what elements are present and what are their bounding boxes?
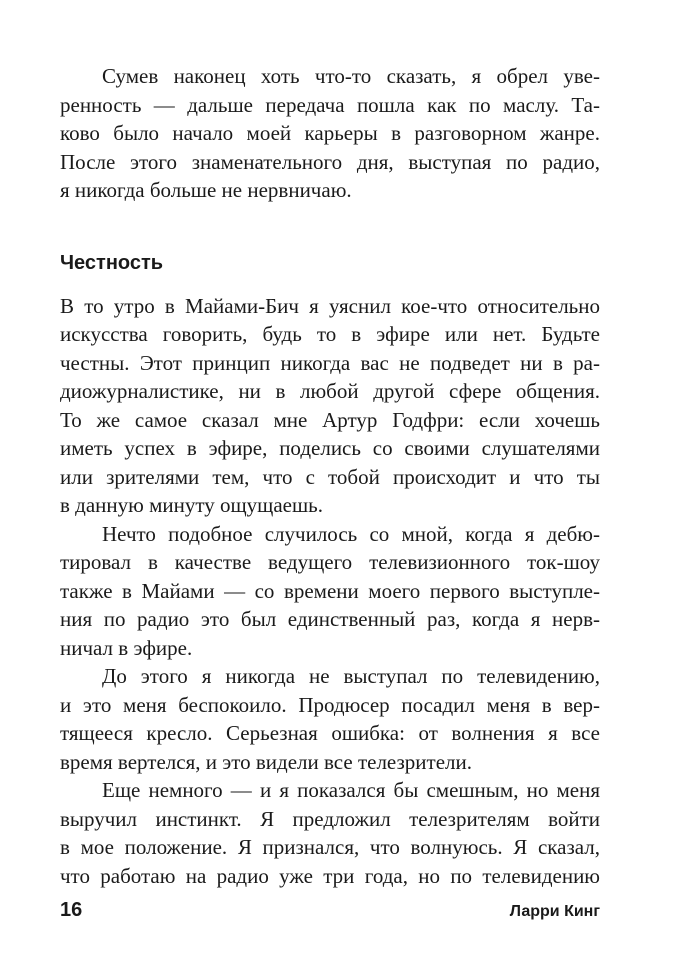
- text-line: тящееся кресло. Серьезная ошибка: от волнения я все: [60, 721, 600, 745]
- paragraph: [60, 520, 600, 663]
- text-line: Еще немного — и я показался бы смешным, но меня: [102, 778, 600, 802]
- text-line: я никогда больше не нервничаю.: [60, 178, 352, 202]
- text-line: иметь успех в эфире, поделись со своими слушателями: [60, 436, 600, 460]
- text-line: В то утро в Майами-Бич я уяснил кое-что относительно: [60, 293, 600, 318]
- text-line: что работаю на радио уже три года, но по телевидению: [60, 863, 600, 888]
- text-line: в данную минуту ощущаешь.: [60, 493, 323, 517]
- text-line: время вертелся, и это видели все телезрители.: [60, 749, 473, 774]
- text-line: После этого знаменательного дня, выступая по радио,: [60, 149, 600, 174]
- paragraph: [60, 292, 600, 520]
- text-line: ничал в эфире.: [60, 635, 193, 660]
- page-body: [60, 62, 600, 890]
- text-line: и это меня беспокоило. Продюсер посадил меня в вер-: [60, 692, 600, 717]
- paragraph: [60, 62, 600, 205]
- text-line: ния по радио это был единственный раз, когда я нерв-: [60, 607, 600, 631]
- text-line: ренность — дальше передача пошла как по маслу. Та-: [60, 92, 600, 117]
- page-footer: [60, 896, 600, 924]
- running-title: Ларри Кинг: [509, 903, 600, 920]
- text-line: также в Майами — со времени моего первого выступле-: [60, 578, 600, 603]
- text-line: или зрителями тем, что с тобой происходит и что ты: [60, 464, 600, 489]
- text-line: То же самое сказал мне Артур Годфри: если хочешь: [60, 407, 600, 432]
- section-heading: Честность: [60, 251, 164, 274]
- text-line: выручил инстинкт. Я предложил телезрителям войти: [60, 806, 600, 831]
- text-line: Нечто подобное случилось со мной, когда я дебю-: [102, 521, 600, 546]
- text-line: искусства говорить, будь то в эфире или нет. Будьте: [60, 322, 600, 346]
- text-line: в мое положение. Я признался, что волнуюсь. Я сказал,: [60, 835, 600, 859]
- text-line: честны. Этот принцип никогда вас не подведет ни в ра-: [60, 350, 600, 375]
- text-line: тировал в качестве ведущего телевизионного ток-шоу: [60, 550, 600, 574]
- paragraph: [60, 776, 600, 890]
- text-line: диожурналистике, ни в любой другой сфере общения.: [60, 379, 600, 403]
- text-line: Сумев наконец хоть что-то сказать, я обрел уве-: [102, 64, 600, 88]
- page-number: 16: [60, 899, 83, 921]
- paragraph: [60, 662, 600, 776]
- text-line: До этого я никогда не выступал по телевидению,: [102, 664, 600, 688]
- text-line: ково было начало моей карьеры в разговорном жанре.: [60, 121, 600, 145]
